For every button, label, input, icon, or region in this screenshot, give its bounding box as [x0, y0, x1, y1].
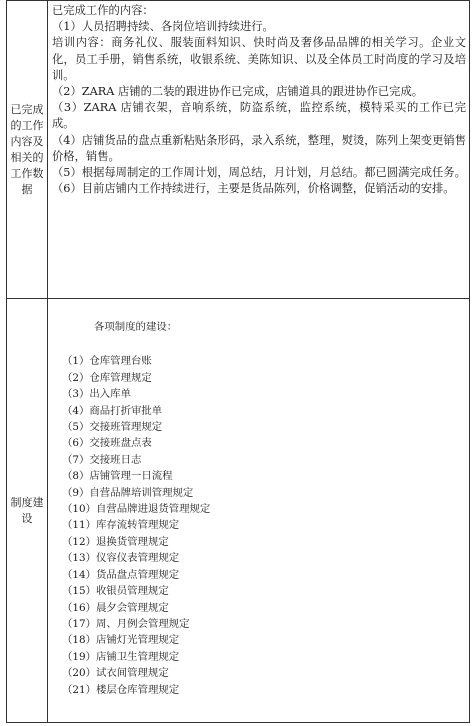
completed-work-item: 培训内容：商务礼仪、服装面料知识、快时尚及奢侈品品牌的相关学习。企业文化，员工手册，销售系统，收银系统、美陈知识、以及全体员工时尚度的学习及培训。 [52, 36, 466, 82]
completed-work-label: 已完成的工作内容及相关的工作数据 [10, 102, 44, 196]
system-building-content-cell [48, 299, 470, 723]
regulation-list-item: （16）晨夕会管理规定 [62, 601, 169, 614]
regulation-list-item: （3）出入库单 [62, 388, 131, 401]
regulation-list-item: （17）周、月例会管理规定 [62, 617, 190, 630]
regulation-list-item: （12）退换货管理规定 [62, 535, 169, 548]
completed-work-heading: 已完成工作的内容： [52, 4, 154, 17]
system-building-row [7, 299, 470, 723]
regulation-list-item: （9）自营品牌培训管理规定 [62, 486, 194, 499]
regulation-list-item: （20）试衣间管理规定 [62, 667, 169, 680]
regulation-list-item: （14）货品盘点管理规定 [62, 568, 180, 581]
regulation-list-item: （15）收银员管理规定 [62, 585, 169, 598]
regulation-list-item: （6）交接班盘点表 [62, 437, 152, 450]
regulation-list-item: （11）库存流转管理规定 [62, 519, 180, 532]
system-building-heading: 各项制度的建设： [94, 321, 178, 333]
regulation-list-item: （8）店铺管理一日流程 [62, 470, 173, 483]
regulation-list-item: （7）交接班日志 [62, 453, 142, 466]
completed-work-item: （4）店铺货品的盘点重新粘贴条形码，录入系统，整理，熨烫，陈列上架变更销售价格，销售。 [52, 133, 466, 163]
regulation-list-item: （5）交接班管理规定 [62, 421, 163, 434]
report-table [6, 0, 470, 723]
completed-work-content [48, 1, 469, 197]
regulation-list-item: （4）商品打折审批单 [62, 404, 163, 417]
completed-work-content-cell [48, 1, 470, 299]
system-building-content [48, 299, 469, 698]
completed-work-item: （3）ZARA 店铺衣架，音响系统，防盗系统，监控系统，模特采买的工作已完成。 [52, 101, 466, 131]
completed-work-row [7, 1, 470, 299]
regulation-list-item: （2）仓库管理规定 [62, 371, 152, 384]
regulation-list-item: （18）店铺灯光管理规定 [62, 634, 180, 647]
regulation-list-item: （13）仪容仪表管理规定 [62, 552, 180, 565]
regulation-list-item: （21）楼层仓库管理规定 [62, 683, 180, 696]
completed-work-item: （5）根据每周制定的工作周计划，周总结，月计划，月总结。都已圆满完成任务。 [52, 166, 466, 180]
system-building-label: 制度建设 [10, 495, 44, 525]
regulation-list-item: （19）店铺卫生管理规定 [62, 650, 180, 663]
system-building-label-cell [7, 299, 48, 723]
completed-work-label-cell [7, 1, 48, 299]
completed-work-item: （1）人员招聘持续、各岗位培训持续进行。 [52, 20, 274, 34]
regulation-list-item: （1）仓库管理台账 [62, 355, 152, 368]
regulation-list [62, 353, 465, 698]
regulation-list-item: （10）自营品牌进退货管理规定 [62, 503, 211, 516]
completed-work-item: （2）ZARA 店铺的二装的跟进协作已完成，店铺道具的跟进协作已完成。 [52, 85, 424, 99]
completed-work-item: （6）目前店铺内工作持续进行，主要是货品陈列，价格调整，促销活动的安排。 [52, 182, 455, 196]
